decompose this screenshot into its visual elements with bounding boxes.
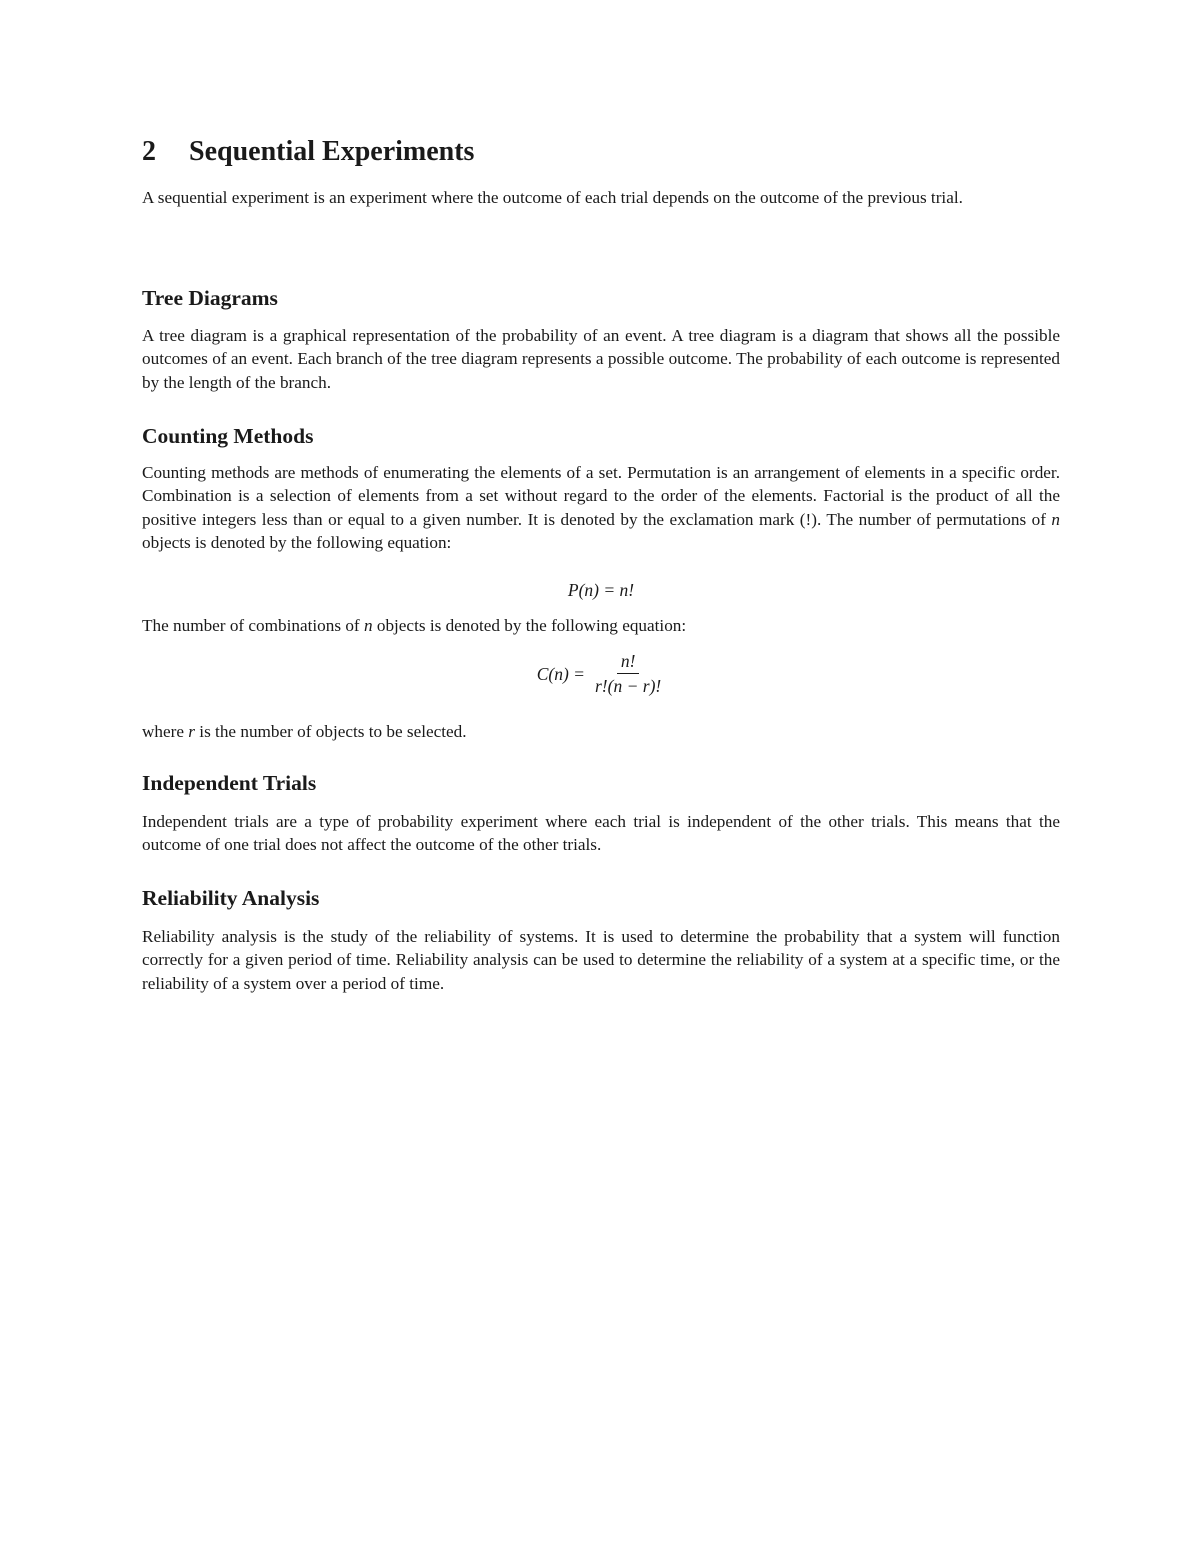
tree-diagrams-paragraph: A tree diagram is a graphical representation of the probability of an event. A tree diagram is a diagram that shows all the possible outcomes of an event. Each branch of the tree diagram represents a possible outcome. The probability of each outcome is represented by the length of the branch. <box>142 326 1060 392</box>
combination-lhs: C(n) = <box>536 663 585 684</box>
independent-trials-paragraph: Independent trials are a type of probability experiment where each trial is independent of the other trials. This means that the outcome of one trial does not affect the outcome of the other trials. <box>142 812 1060 855</box>
section-title-text: Sequential Experiments <box>189 136 475 167</box>
combinations-text-end: objects is denoted by the following equation: <box>372 616 687 635</box>
combination-numerator: n! <box>617 650 640 674</box>
section-intro-paragraph: A sequential experiment is an experiment where the outcome of each trial depends on the outcome of the previous trial. <box>142 188 963 207</box>
permutation-equation: P(n) = n! <box>567 580 635 600</box>
combination-denominator: r!(n − r)! <box>595 676 662 696</box>
math-variable-r: r <box>188 722 195 741</box>
combinations-text-start: The number of combinations of <box>142 616 364 635</box>
tree-diagrams-heading: Tree Diagrams <box>142 286 278 310</box>
where-text-start: where <box>142 722 189 741</box>
math-variable-n: n <box>363 616 373 635</box>
reliability-analysis-heading: Reliability Analysis <box>142 886 320 910</box>
combination-fraction <box>591 650 665 697</box>
counting-methods-text-end: objects is denoted by the following equation: <box>142 532 452 552</box>
independent-trials-heading: Independent Trials <box>142 771 317 795</box>
counting-methods-paragraph <box>142 461 1060 554</box>
where-text-end: is the number of objects to be selected. <box>195 722 467 741</box>
combination-equation <box>142 650 1060 697</box>
where-r-paragraph <box>142 720 1060 743</box>
section-title <box>142 134 474 170</box>
section-number: 2 <box>142 136 156 167</box>
counting-methods-heading: Counting Methods <box>142 424 314 448</box>
combinations-intro-paragraph <box>142 614 1060 637</box>
reliability-analysis-paragraph: Reliability analysis is the study of the reliability of systems. It is used to determine the probability that a system will function correctly for a given period of time. Reliability analysis can be used to determine the reliability of a system at a specific time, or the reliability of a system over a period of time. <box>142 927 1060 993</box>
math-variable-n: n <box>1051 509 1060 529</box>
counting-methods-text-start: Counting methods are methods of enumerating the elements of a set. Permutation is an arrangement of elements in a specific order. Combination is a selection of elements from a set without regard to the order of the elements. Factorial is the product of all the positive integers less than or equal to a given number. It is denoted by the exclamation mark (!). The number of permutations of <box>142 463 1060 529</box>
